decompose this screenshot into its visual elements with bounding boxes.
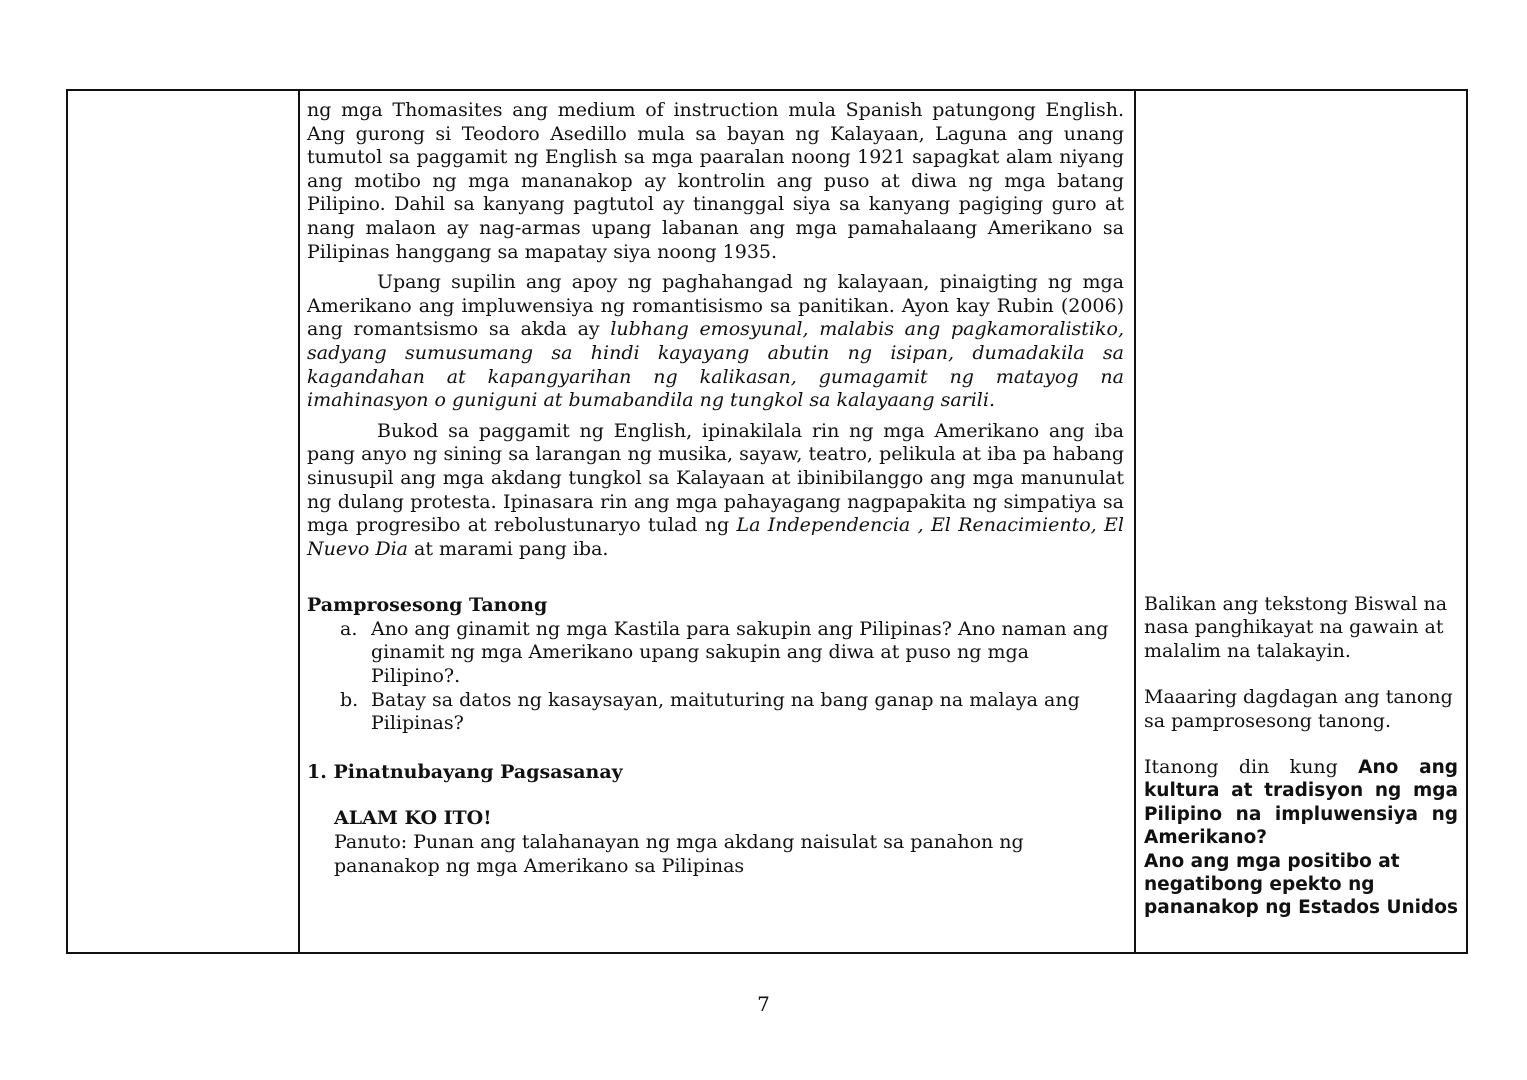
question-item — [340, 617, 1124, 689]
paragraph-sining-tail: at marami pang iba. — [407, 537, 609, 560]
paragraph-sining — [307, 420, 1124, 562]
note-dagdagan: Maaaring dagdagan ang tanong sa pamprosesong tanong. — [1144, 686, 1453, 732]
question-text: Batay sa datos ng kasaysayan, maituturing na bang ganap na malaya ang Pilipinas? — [371, 688, 1080, 735]
main-content-column — [307, 99, 1124, 878]
note-itanong-lead: Itanong din kung — [1144, 756, 1359, 779]
question-item — [340, 688, 1124, 736]
paragraph-sining-text: Bukod sa paggamit ng English, ipinakilala rin ng mga Amerikano ang iba pang anyo ng sining sa larangan ng musika, sayaw, teatro, pelikula at iba pa habang sinusupil ang mga akdang tungkol sa Kalayaan at ibinibilanggo ang mga manunulat ng dulang protesta. Ipinasara rin ang mga pahayagang nagpapakita ng simpatiya sa mga progresibo at rebolustunaryo tulad ng — [307, 419, 1124, 537]
section-title: Pamprosesong Tanong — [307, 594, 548, 617]
question-list — [307, 618, 1124, 736]
note-itanong-question: Ano ang kultura at tradisyon ng mga Pilipino na impluwensiya ng Amerikano? — [1144, 757, 1458, 849]
question-marker: b. — [340, 688, 359, 711]
note-epekto-question: Ano ang mga positibo at negatibong epekto ng pananakop ng Estados Unidos — [1144, 850, 1458, 919]
paragraph-thomasites: ng mga Thomasites ang medium of instruction mula Spanish patungong English. Ang gurong si Teodoro Asedillo mula sa bayan ng Kalayaan, Laguna ang unang tumutol sa paggamit ng English sa mga paaralan noong 1921 sapagkat alam niyang ang motibo ng mga mananakop ay kontrolin ang puso at diwa ng mga batang Pilipino. Dahil sa kanyang pagtutol ay tinanggal siya sa kanyang pagiging guro at nang malaon ay nag-armas upang labanan ang mga pamahalaang Amerikano sa Pilipinas hanggang sa mapatay siya noong 1935. — [307, 99, 1124, 263]
page-number: 7 — [757, 992, 770, 1016]
paragraph-romantisismo — [307, 271, 1124, 413]
note-itanong — [1144, 756, 1458, 850]
romantisismo-definition: lubhang emosyunal, malabis ang pagkamoralistiko, sadyang sumusumang sa hindi kayayang abutin ng isipan, dumadakila sa kagandahan at kapangyarihan ng kalikasan, gumagamit ng matayog na imahinasyon o guniguni at bumabandila ng tungkol sa kalayaang sarili. — [307, 318, 1124, 412]
question-text: Ano ang ginamit ng mga Kastila para sakupin ang Pilipinas? Ano naman ang ginamit ng mga Amerikano upang sakupin ang diwa at puso ng mga Pilipino?. — [371, 617, 1109, 688]
newspaper-names: La Independencia , El Renacimiento, El Nuevo Dia — [307, 514, 1124, 560]
column-divider-left — [298, 91, 300, 952]
activity-instructions: Panuto: Punan ang talahanayan ng mga akdang naisulat sa panahon ng pananakop ng mga Amerikano sa Pilipinas — [334, 831, 1024, 877]
teacher-notes-column — [1144, 593, 1458, 920]
activity-title: 1. Pinatnubayang Pagsasanay — [307, 760, 623, 783]
column-divider-right — [1134, 91, 1136, 952]
paragraph-romantisismo-text: Upang supilin ang apoy ng paghahangad ng kalayaan, pinaigting ng mga Amerikano ang impluwensiya ng romantisismo sa panitikan. Ayon kay Rubin (2006) ang romantsismo sa akda ay — [307, 271, 1124, 341]
activity-subtitle: ALAM KO ITO! — [334, 807, 492, 830]
activity-block — [307, 807, 1124, 878]
question-marker: a. — [340, 617, 358, 640]
note-balikan: Balikan ang tekstong Biswal na nasa panghikayat na gawain at malalim na talakayin. — [1144, 593, 1448, 662]
